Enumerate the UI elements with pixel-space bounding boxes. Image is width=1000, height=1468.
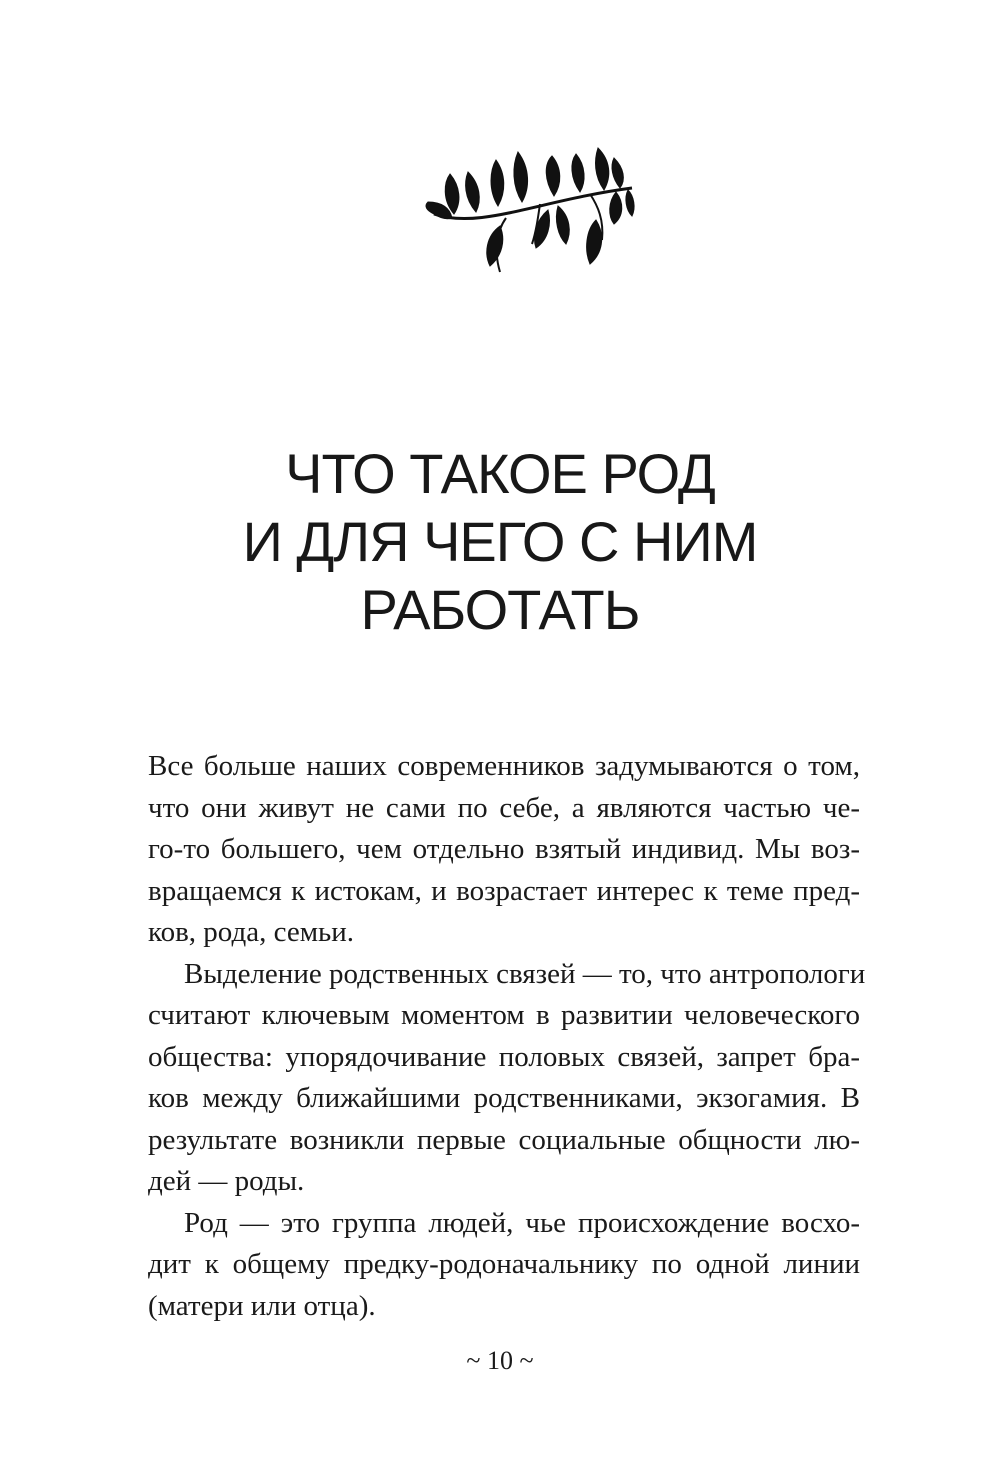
- chapter-title: [0, 440, 1000, 644]
- text-line: дит к общему предку-родоначальнику по одной линии: [148, 1248, 860, 1280]
- text-line: считают ключевым моментом в развитии человеческого: [148, 999, 860, 1031]
- text-line: Род — это группа людей, чье происхождение восхо-: [184, 1206, 860, 1239]
- page-number: ~ 10 ~: [466, 1346, 534, 1375]
- text-line: го-то большего, чем отдельно взятый индивид. Мы воз-: [148, 833, 860, 865]
- paragraph-1: [148, 746, 860, 954]
- text-line: ков между ближайшими родственниками, экзогамия. В: [148, 1082, 860, 1114]
- text-line: (матери или отца).: [148, 1289, 376, 1322]
- text-line: общества: упорядочивание половых связей, запрет бра-: [148, 1040, 860, 1073]
- chapter-title-line: РАБОТАТЬ: [360, 577, 640, 641]
- text-line: Выделение родственных связей — то, что антропологи: [184, 957, 866, 990]
- text-line: ков, рода, семьи.: [148, 916, 355, 948]
- paragraph-3: [148, 1203, 860, 1328]
- text-line: вращаемся к истокам, и возрастает интерес к теме пред-: [148, 874, 860, 907]
- chapter-title-line: И ДЛЯ ЧЕГО С НИМ: [242, 509, 758, 573]
- text-line: дей — роды.: [148, 1165, 305, 1197]
- leaf-branch-icon: [420, 140, 640, 280]
- chapter-title-line: ЧТО ТАКОЕ РОД: [285, 441, 715, 505]
- text-line: что они живут не сами по себе, а являются частью че-: [148, 791, 860, 824]
- body-text: [148, 746, 866, 1327]
- text-line: Все больше наших современников задумываются о том,: [148, 750, 860, 782]
- paragraph-2: [148, 954, 866, 1203]
- text-line: результате возникли первые социальные общности лю-: [148, 1123, 860, 1156]
